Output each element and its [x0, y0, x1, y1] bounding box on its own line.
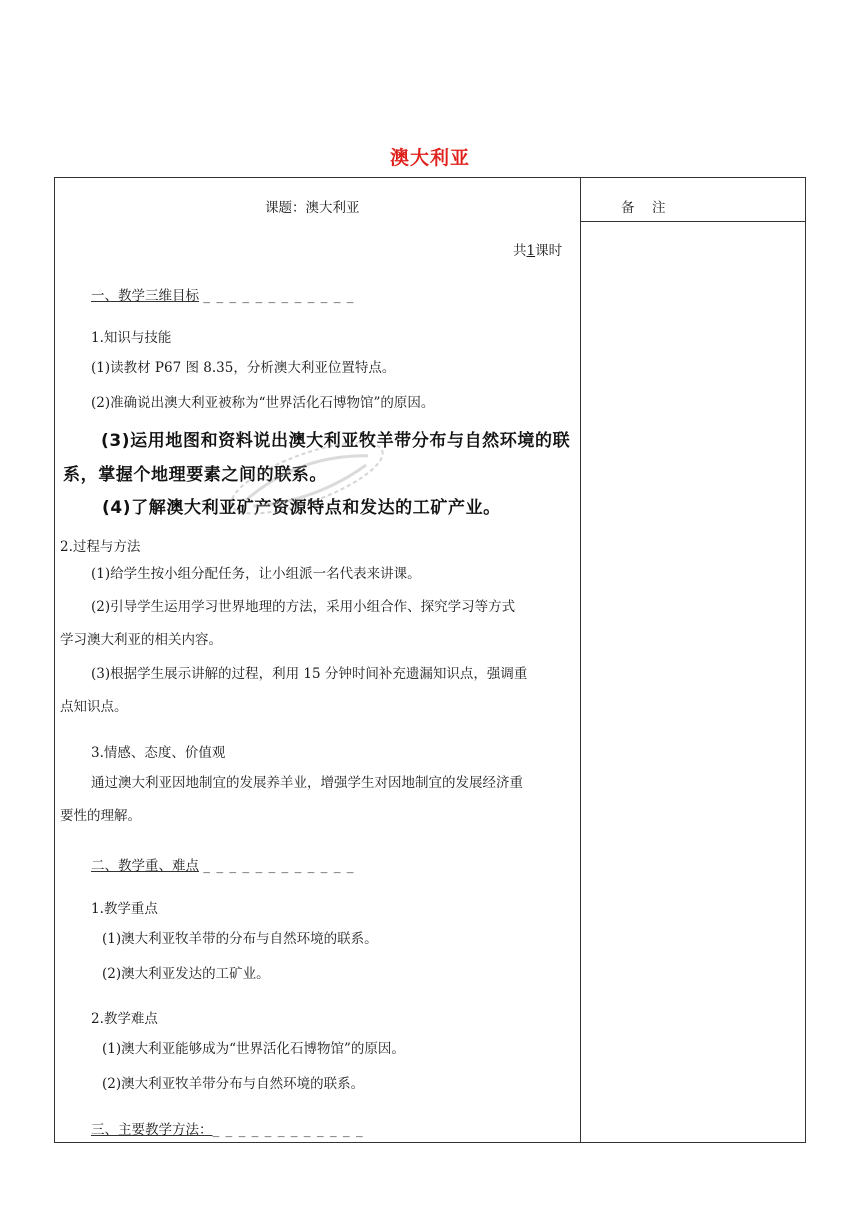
heading-text: 二、教学重、难点 — [91, 858, 199, 874]
emotion-line-1: 通过澳大利亚因地制宜的发展养羊业，增强学生对因地制宜的发展经济重 — [91, 775, 523, 791]
knowledge-item-1: (1)读教材 P67 图 8.35，分析澳大利亚位置特点。 — [91, 360, 396, 376]
lesson-count — [513, 242, 562, 260]
process-line-1: (1)给学生按小组分配任务，让小组派一名代表来讲课。 — [91, 566, 421, 582]
count-prefix: 共 — [513, 243, 527, 259]
section-heading-methods — [91, 1121, 364, 1139]
handwritten-line-1: (3)运用地图和资料说出澳大利亚牧羊带分布与自然环境的联 — [101, 431, 571, 451]
heading-text: 一、教学三维目标 — [91, 288, 199, 304]
handwritten-line-3: (4)了解澳大利亚矿产资源特点和发达的工矿产业。 — [102, 498, 501, 518]
heading-text: 三、主要教学方法： — [91, 1122, 213, 1138]
process-line-4: (3)根据学生展示讲解的过程，利用 15 分钟时间补充遗漏知识点，强调重 — [91, 666, 528, 682]
difficult-item-1: (1)澳大利亚能够成为“世界活化石博物馆”的原因。 — [102, 1041, 405, 1057]
knowledge-item-2: (2)准确说出澳大利亚被称为“世界活化石博物馆”的原因。 — [91, 395, 435, 411]
section-heading-goals — [91, 287, 355, 305]
process-line-5: 点知识点。 — [60, 699, 128, 715]
heading-blank: _ _ _ _ _ _ _ _ _ _ _ _ — [212, 1122, 364, 1138]
heading-blank: _ _ _ _ _ _ _ _ _ _ _ _ — [203, 858, 355, 874]
difficult-item-2: (2)澳大利亚牧羊带分布与自然环境的联系。 — [102, 1076, 365, 1092]
count-value: 1 — [526, 243, 536, 259]
heading-blank: _ _ _ _ _ _ _ _ _ _ _ _ — [203, 288, 355, 304]
process-line-2: (2)引导学生运用学习世界地理的方法，采用小组合作、探究学习等方式 — [91, 599, 516, 615]
key-item-2: (2)澳大利亚发达的工矿业。 — [102, 966, 270, 982]
key-title: 1.教学重点 — [91, 901, 158, 917]
handwritten-line-2: 系，掌握个地理要素之间的联系。 — [63, 465, 327, 485]
notes-header-divider — [581, 221, 806, 222]
count-suffix: 课时 — [535, 243, 563, 259]
lesson-title: 课题：澳大利亚 — [265, 200, 360, 216]
section-heading-key-points — [91, 857, 355, 875]
lesson-table — [54, 177, 806, 1143]
column-divider — [580, 177, 581, 1143]
knowledge-title: 1.知识与技能 — [91, 330, 172, 346]
page-title: 澳大利亚 — [389, 147, 470, 169]
emotion-line-2: 要性的理解。 — [60, 808, 141, 824]
key-item-1: (1)澳大利亚牧羊带的分布与自然环境的联系。 — [102, 931, 378, 947]
process-title: 2.过程与方法 — [60, 539, 141, 555]
process-line-3: 学习澳大利亚的相关内容。 — [60, 632, 222, 648]
difficult-title: 2.教学难点 — [91, 1011, 158, 1027]
notes-label: 备 注 — [621, 200, 668, 216]
emotion-title: 3.情感、态度、价值观 — [91, 745, 226, 761]
